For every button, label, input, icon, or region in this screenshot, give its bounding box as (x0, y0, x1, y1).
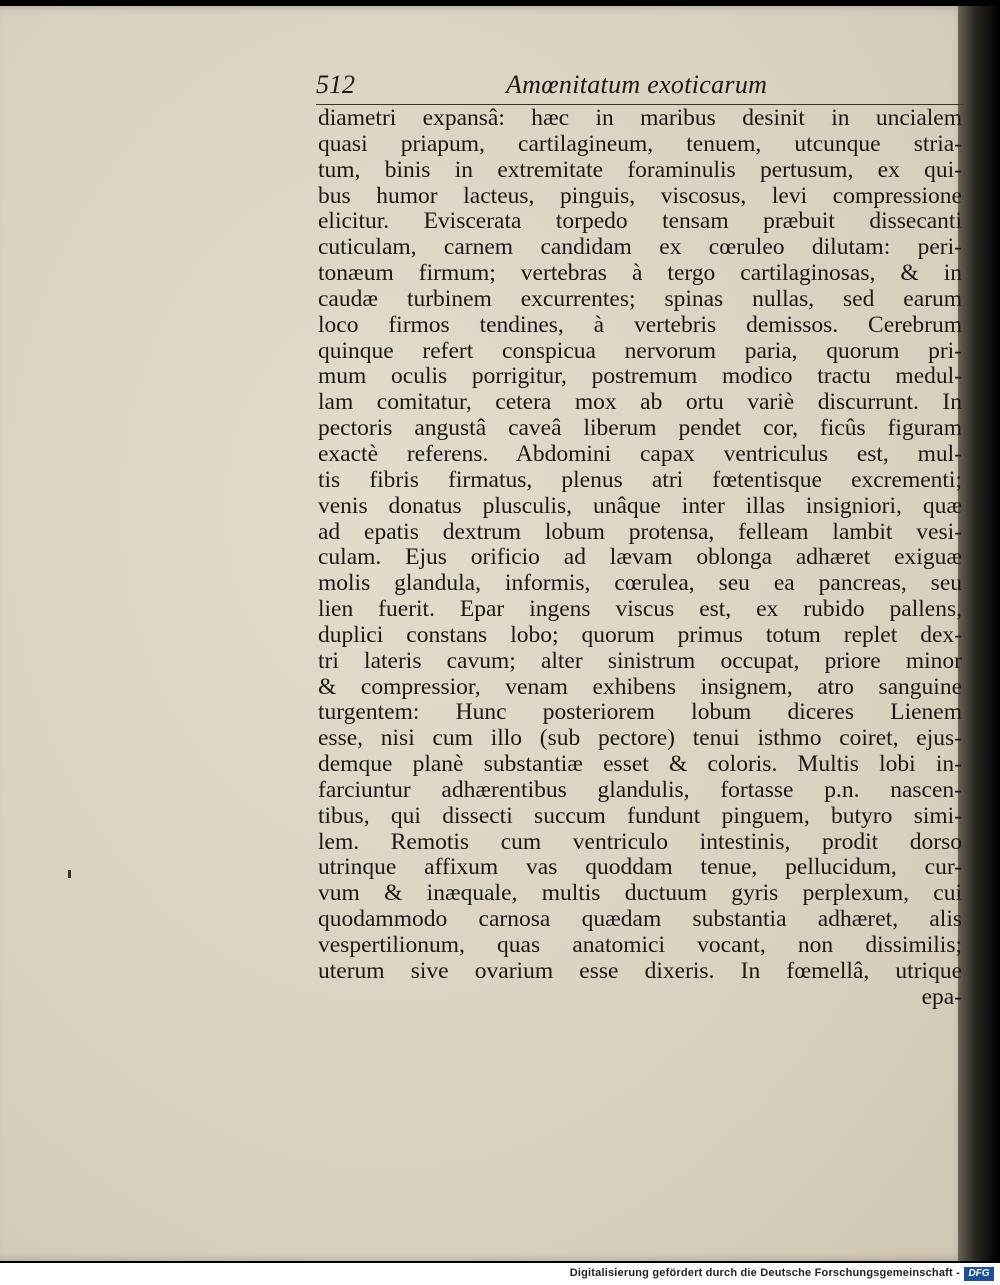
text-line: tri lateris cavum; alter sinistrum occupat, priore minor (318, 648, 962, 674)
margin-mark (68, 870, 71, 878)
body-text (318, 106, 962, 1011)
text-line: culam. Ejus orificio ad lævam oblonga adhæret exiguæ (318, 545, 962, 571)
page-number: 512 (316, 70, 355, 99)
text-line: bus humor lacteus, pinguis, viscosus, levi compressione (318, 183, 962, 209)
text-line: vespertilionum, quas anatomici vocant, non dissimilis; (318, 933, 962, 958)
footer-bar (0, 1263, 1000, 1285)
text-line: epa- (921, 984, 962, 1010)
text-line: quasi priapum, cartilagineum, tenuem, utcunque stria- (318, 131, 962, 157)
text-line: venis donatus plusculis, unâque inter illas insigniori, quæ (318, 493, 962, 519)
text-line: tonæum firmum; vertebras à tergo cartilaginosas, & in (318, 261, 962, 287)
text-line: lien fuerit. Epar ingens viscus est, ex rubido pallens, (318, 597, 962, 623)
text-line: elicitur. Eviscerata torpedo tensam præbuit dissecanti (318, 209, 962, 235)
text-line: esse, nisi cum illo (sub pectore) tenui isthmo coiret, ejus- (318, 726, 962, 752)
text-line: demque planè substantiæ esset & coloris. Multis lobi in- (318, 752, 962, 778)
text-line: loco firmos tendines, à vertebris demissos. Cerebrum (318, 312, 962, 338)
text-line: molis glandula, informis, cœrulea, seu ea pancreas, seu (318, 571, 962, 597)
text-line: & compressior, venam exhibens insignem, atro sanguine (318, 674, 962, 700)
text-line: tis fibris firmatus, plenus atri fœtentisque excrementi; (318, 467, 962, 493)
text-line: cuticulam, carnem candidam ex cœruleo dilutam: peri- (318, 235, 962, 261)
text-line: lem. Remotis cum ventriculo intestinis, prodit dorso (318, 829, 962, 855)
text-line: vum & inæquale, multis ductuum gyris perplexum, cui (318, 881, 962, 907)
page-header (316, 70, 964, 105)
text-line: utrinque affixum vas quoddam tenue, pellucidum, cur- (318, 855, 962, 881)
text-line: mum oculis porrigitur, postremum modico tractu medul- (318, 364, 962, 390)
text-line: uterum sive ovarium esse dixeris. In fœmellâ, utrique (318, 958, 962, 984)
footer-credit: Digitalisierung gefördert durch die Deutsche Forschungsgemeinschaft - (569, 1267, 960, 1279)
text-line: diametri expansâ: hæc in maribus desinit in uncialem (318, 106, 962, 131)
text-line: exactè referens. Abdomini capax ventriculus est, mul- (318, 441, 962, 467)
dfg-logo-icon: DFG (964, 1267, 994, 1281)
running-head: Amœnitatum exoticarum (506, 70, 768, 99)
text-line: tibus, qui dissecti succum fundunt pinguem, butyro simi- (318, 803, 962, 829)
text-line: pectoris angustâ caveâ liberum pendet cor, ficûs figuram (318, 416, 962, 442)
text-line: quinque refert conspicua nervorum paria, quorum pri- (318, 338, 962, 364)
text-line: farciuntur adhærentibus glandulis, fortasse p.n. nascen- (318, 777, 962, 803)
text-line: caudæ turbinem excurrentes; spinas nullas, sed earum (318, 286, 962, 312)
text-line: lam comitatur, cetera mox ab ortu variè discurrunt. In (318, 390, 962, 416)
text-line: quodammodo carnosa quædam substantia adhæret, alis (318, 907, 962, 933)
text-line: ad epatis dextrum lobum protensa, felleam lambit vesi- (318, 519, 962, 545)
page-edge-shadow (958, 6, 1000, 1261)
text-line: tum, binis in extremitate foraminulis pertusum, ex qui- (318, 157, 962, 183)
text-line: turgentem: Hunc posteriorem lobum diceres Lienem (318, 700, 962, 726)
text-line: duplici constans lobo; quorum primus totum replet dex- (318, 622, 962, 648)
